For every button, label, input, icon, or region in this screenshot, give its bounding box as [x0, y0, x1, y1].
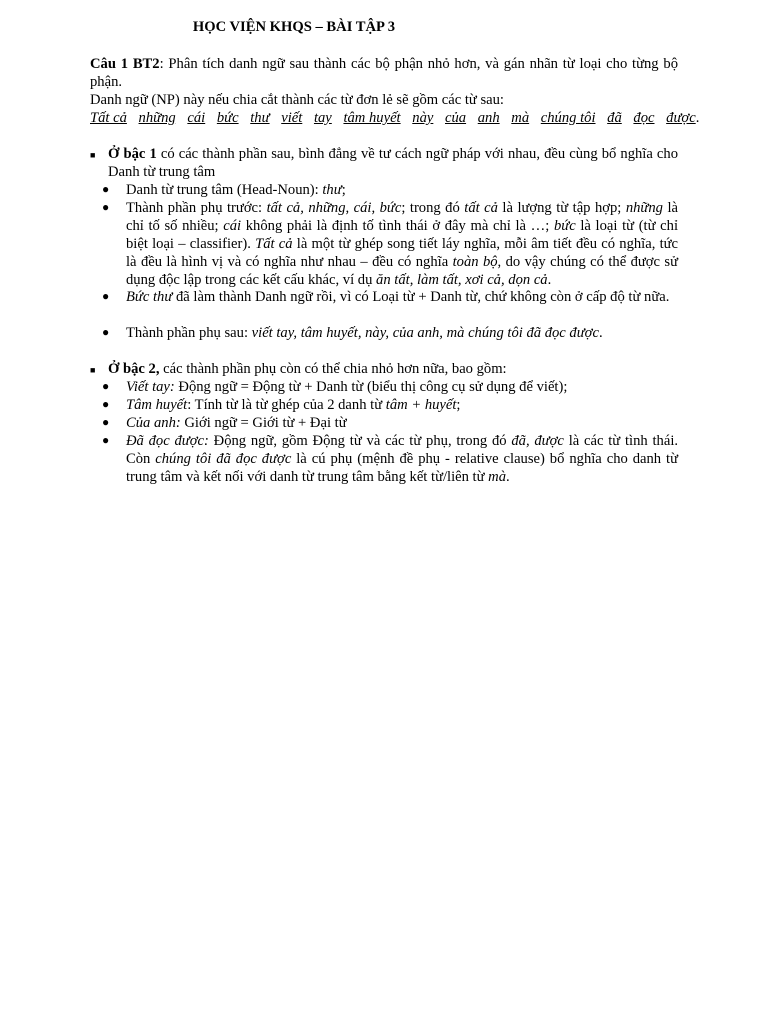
level1-item-premodifiers	[126, 199, 678, 289]
intro-line2: Danh ngữ (NP) này nếu chia cắt thành các từ đơn lẻ sẽ gồm các từ sau:	[90, 92, 504, 108]
word: đọc	[633, 110, 655, 126]
item-text: ;	[341, 182, 346, 198]
item-text: là loại từ (từ chỉ biệt loại – classifier).	[126, 218, 679, 252]
bullet-icon: ●	[102, 433, 110, 447]
word: Tất cả	[90, 110, 127, 126]
word: tay	[313, 110, 332, 126]
question-label: Câu 1 BT2	[90, 56, 160, 72]
word: tâm huyết	[343, 110, 401, 126]
item-text: Thành phần phụ sau:	[126, 325, 252, 341]
item-italic: Bức thư	[126, 289, 173, 305]
item-text: không phải là định tố tình thái ở đây mà chỉ là …;	[241, 218, 554, 234]
bullet-icon: ●	[102, 325, 110, 339]
level2-item-tam-huyet	[126, 396, 678, 414]
item-italic: Viết tay:	[126, 379, 175, 395]
square-bullet-icon: ■	[90, 150, 96, 160]
bullet-icon: ●	[102, 379, 110, 393]
item-text: , do vậy chúng có thể được sử dụng độc lập trong các kết cấu khác, ví dụ	[126, 254, 678, 288]
level2-item-da-doc-duoc	[126, 432, 678, 486]
bullet-icon: ●	[102, 415, 110, 429]
word: của	[445, 110, 467, 126]
square-bullet-icon: ■	[90, 365, 96, 375]
item-text: .	[547, 272, 552, 288]
item-text: .	[506, 469, 510, 485]
item-italic: bức	[553, 218, 576, 234]
item-italic: toàn bộ	[452, 254, 498, 270]
item-italic: Đã đọc được:	[126, 433, 209, 449]
level2-text: các thành phần phụ còn có thể chia nhỏ hơn nữa, bao gồm:	[159, 361, 507, 377]
item-text: ; trong đó	[401, 200, 465, 216]
word: anh	[477, 110, 500, 126]
item-italic: viết tay, tâm huyết, này, của anh, mà chúng tôi đã đọc được	[251, 325, 599, 341]
item-italic: cái	[223, 218, 242, 234]
item-text: đã làm thành Danh ngữ rồi, vì có Loại từ + Danh từ, chứ không còn ở cấp độ từ nữa.	[172, 289, 670, 305]
intro-paragraph	[90, 55, 678, 91]
item-italic: mà	[488, 469, 507, 485]
word-list	[90, 109, 700, 127]
level1-item-postmodifiers	[126, 324, 678, 342]
item-italic: tâm + huyết	[385, 397, 457, 413]
item-text: là lượng từ tập hợp;	[497, 200, 626, 216]
item-italic: thư	[322, 182, 342, 198]
item-text: ;	[456, 397, 461, 413]
level2-label: Ở bậc 2,	[108, 361, 160, 377]
item-text: Động ngữ = Động từ + Danh từ (biểu thị công cụ sử dụng để viết);	[174, 379, 568, 395]
item-text: .	[598, 325, 603, 341]
item-text: là một từ ghép song tiết láy nghĩa, mỗi âm tiết đều có nghĩa, tức là đều là hình vị và có nghĩa như nhau – đều có nghĩa	[126, 236, 679, 270]
item-text: Danh từ trung tâm (Head-Noun):	[126, 182, 323, 198]
word: chúng tôi	[540, 110, 596, 126]
bullet-icon: ●	[102, 397, 110, 411]
item-text: là chỉ tố số nhiều;	[126, 200, 678, 234]
bullet-icon: ●	[102, 200, 110, 214]
word-list-end: .	[695, 110, 700, 126]
level2-item-cua-anh	[126, 414, 678, 432]
word: cái	[187, 110, 206, 126]
bullet-icon: ●	[102, 289, 110, 303]
bullet-icon: ●	[102, 182, 110, 196]
item-italic: đã, được	[511, 433, 564, 449]
item-text: là các từ tình thái. Còn	[126, 433, 679, 467]
item-text: : Tính từ là từ ghép của 2 danh từ	[187, 397, 386, 413]
item-italic: chúng tôi đã đọc được	[155, 451, 292, 467]
word: được	[666, 110, 696, 126]
item-text: Động ngữ, gồm Động từ và các từ phụ, trong đó	[208, 433, 512, 449]
level1-item-classifier	[126, 288, 678, 306]
question-text: : Phân tích danh ngữ sau thành các bộ phận nhỏ hơn, và gán nhãn từ loại cho từng bộ phận.	[90, 56, 678, 90]
level2-heading	[108, 360, 678, 378]
level1-heading	[108, 145, 678, 181]
item-italic: Của anh:	[126, 415, 181, 431]
item-text: là cú phụ (mệnh đề phụ - relative clause) bổ nghĩa cho danh từ trung tâm và kết nối với danh từ trung tâm bằng kết từ/liên từ	[126, 451, 679, 485]
level1-text: có các thành phần sau, bình đẳng về tư cách ngữ pháp với nhau, đều cùng bổ nghĩa cho Danh từ trung tâm	[108, 146, 679, 180]
word: mà	[511, 110, 530, 126]
item-italic: những	[625, 200, 663, 216]
item-italic: Tất cả	[255, 236, 293, 252]
word: này	[412, 110, 434, 126]
word: bức	[216, 110, 239, 126]
word: đã	[607, 110, 622, 126]
word: thư	[250, 110, 270, 126]
level1-item-head-noun	[126, 181, 678, 199]
level1-label: Ở bậc 1	[108, 146, 157, 162]
word: viết	[281, 110, 303, 126]
item-italic: Tâm huyết	[126, 397, 188, 413]
item-italic: tất cả	[464, 200, 498, 216]
item-text: Giới ngữ = Giới từ + Đại từ	[180, 415, 347, 431]
item-italic: ăn tất, làm tất, xơi cả, dọn cả	[376, 272, 548, 288]
word: những	[138, 110, 176, 126]
item-text: Thành phần phụ trước:	[126, 200, 267, 216]
level2-item-viet-tay	[126, 378, 678, 396]
page-title: HỌC VIỆN KHQS – BÀI TẬP 3	[192, 19, 396, 35]
item-italic: tất cả, những, cái, bức	[266, 200, 402, 216]
